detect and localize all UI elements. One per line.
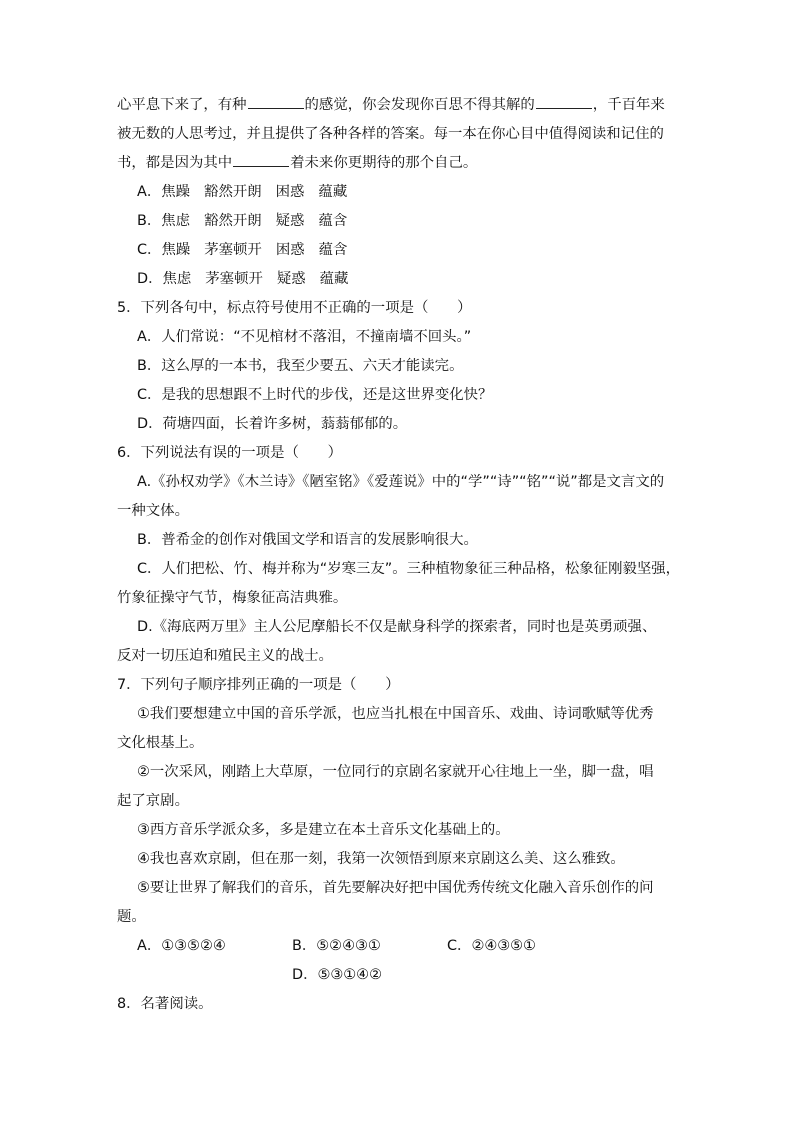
q7-option-b: B．⑤②④③① xyxy=(292,938,381,954)
q4-passage-line-2: 被无数的人思考过，并且提供了各种各样的答案。每一本在你心目中值得阅读和记住的 xyxy=(117,126,664,142)
q5-option-a: A．人们常说：“不见棺材不落泪，不撞南墙不回头。” xyxy=(137,329,472,345)
answer-blank-1 xyxy=(248,94,304,109)
q6-option-b: B．普希金的创作对俄国文学和语言的发展影响很大。 xyxy=(137,532,478,548)
q7-options-row-1 xyxy=(117,932,687,961)
q4-passage-line-1 xyxy=(117,91,687,120)
q4-option-c xyxy=(117,236,687,265)
q8-stem: 8．名著阅读。 xyxy=(117,996,213,1012)
option-word: 蕴藏 xyxy=(319,271,349,287)
option-word: 焦躁 xyxy=(161,184,191,200)
q7-sentence-2-cont: 起了京剧。 xyxy=(117,793,189,809)
q4-text: 的感觉，你会发现你百思不得其解的 xyxy=(304,97,535,113)
option-word: 疑惑 xyxy=(276,271,306,287)
q6-option-d-cont: 反对一切压迫和殖民主义的战士。 xyxy=(117,648,333,664)
q6-option-c-cont: 竹象征操守气节，梅象征高洁典雅。 xyxy=(117,590,348,606)
q5-option-b: B．这么厚的一本书，我至少要五、六天才能读完。 xyxy=(137,358,464,374)
q6-option-a-cont: 一种文体。 xyxy=(117,503,189,519)
q7-stem: 7．下列句子顺序排列正确的一项是（ ） xyxy=(117,677,400,693)
option-letter: C． xyxy=(137,242,162,258)
answer-blank-3 xyxy=(233,152,289,167)
q6-option-d: D.《海底两万里》主人公尼摩船长不仅是献身科学的探索者，同时也是英勇顽强、 xyxy=(137,619,657,635)
q7-options-row-2 xyxy=(117,961,687,990)
option-letter: A． xyxy=(137,184,162,200)
page-content xyxy=(117,91,687,1019)
q4-option-a xyxy=(117,178,687,207)
q7-sentence-2: ②一次采风，刚踏上大草原，一位同行的京剧名家就开心往地上一坐，脚一盘，唱 xyxy=(137,764,654,780)
option-word: 焦躁 xyxy=(161,242,191,258)
q7-option-c: C．②④③⑤① xyxy=(447,938,536,954)
q7-option-a: A．①③⑤②④ xyxy=(137,938,226,954)
q7-sentence-5-cont: 题。 xyxy=(117,909,146,925)
option-word: 蕴含 xyxy=(318,213,348,229)
option-word: 茅塞顿开 xyxy=(204,242,262,258)
q7-sentence-1-cont: 文化根基上。 xyxy=(117,735,204,751)
q4-text: 书，都是因为其中 xyxy=(117,155,233,171)
q7-sentence-5: ⑤要让世界了解我们的音乐，首先要解决好把中国优秀传统文化融入音乐创作的问 xyxy=(137,880,654,896)
option-word: 蕴藏 xyxy=(318,184,348,200)
q7-sentence-1: ①我们要想建立中国的音乐学派，也应当扎根在中国音乐、戏曲、诗词歌赋等优秀 xyxy=(137,706,654,722)
q4-passage-line-3 xyxy=(117,149,687,178)
q7-option-d: D．⑤③①④② xyxy=(292,967,382,983)
option-word: 困惑 xyxy=(275,184,305,200)
q6-option-c: C．人们把松、竹、梅并称为“岁寒三友”。三种植物象征三种品格，松象征刚毅坚强， xyxy=(137,561,681,577)
option-word: 豁然开朗 xyxy=(204,184,262,200)
option-word: 焦虑 xyxy=(162,271,192,287)
option-word: 困惑 xyxy=(275,242,305,258)
q4-option-b xyxy=(117,207,687,236)
option-word: 疑惑 xyxy=(275,213,305,229)
q4-text: ，千百年来 xyxy=(592,97,665,113)
q6-option-a: A.《孙权劝学》《木兰诗》《陋室铭》《爱莲说》中的“学”“诗”“铭”“说”都是文言文的 xyxy=(137,474,665,490)
q5-stem: 5．下列各句中，标点符号使用不正确的一项是（ ） xyxy=(117,300,472,316)
q4-text: 着未来你更期待的那个自己。 xyxy=(290,155,478,171)
option-word: 茅塞顿开 xyxy=(205,271,263,287)
q4-text: 心平息下来了，有种 xyxy=(117,97,247,113)
q4-option-d xyxy=(117,265,687,294)
option-word: 豁然开朗 xyxy=(204,213,262,229)
option-word: 焦虑 xyxy=(161,213,191,229)
option-letter: D． xyxy=(137,271,163,287)
q6-stem: 6．下列说法有误的一项是（ ） xyxy=(117,445,343,461)
q7-sentence-4: ④我也喜欢京剧，但在那一刻，我第一次领悟到原来京剧这么美、这么雅致。 xyxy=(137,851,625,867)
q5-option-c: C．是我的思想跟不上时代的步伐，还是这世界变化快？ xyxy=(137,387,493,403)
answer-blank-2 xyxy=(536,94,592,109)
q7-sentence-3: ③西方音乐学派众多，多是建立在本土音乐文化基础上的。 xyxy=(137,822,510,838)
option-letter: B． xyxy=(137,213,162,229)
option-word: 蕴含 xyxy=(318,242,348,258)
q5-option-d: D．荷塘四面，长着许多树，蓊蓊郁郁的。 xyxy=(137,416,408,432)
